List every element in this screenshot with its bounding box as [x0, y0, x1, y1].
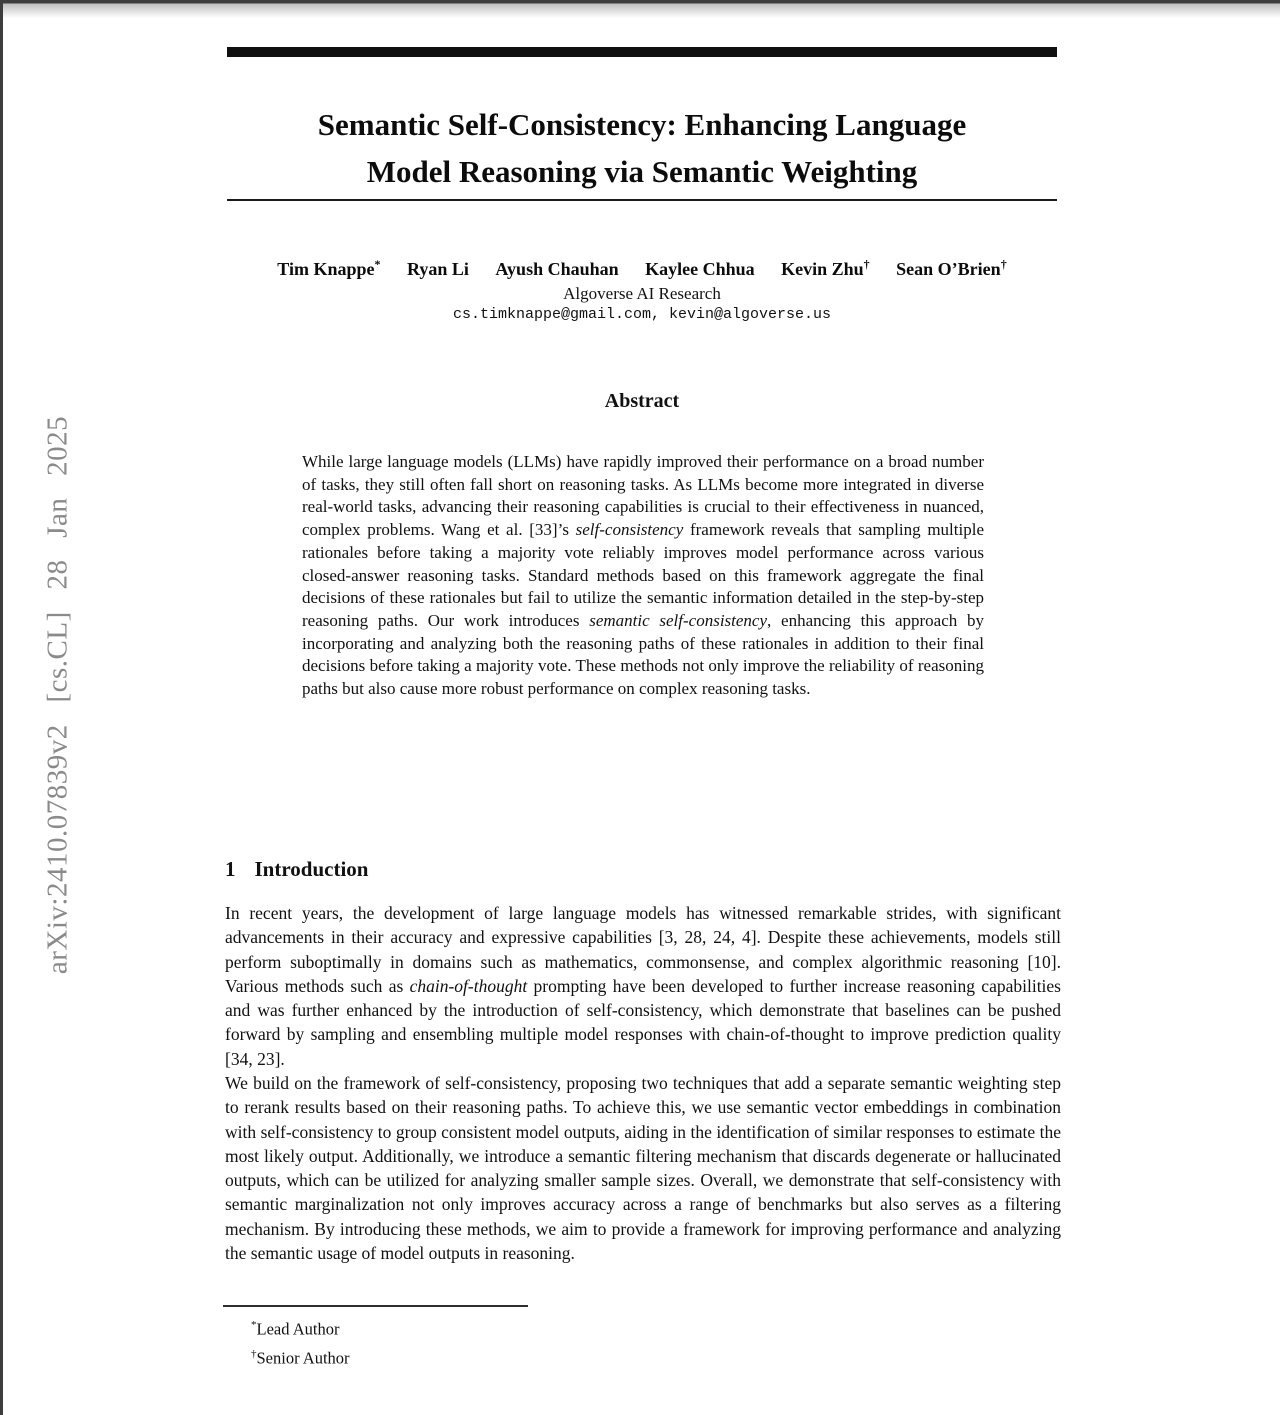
author-name-text: Tim Knappe	[277, 259, 375, 279]
footnote-lead-author	[251, 1313, 350, 1342]
footnote-mark: †	[251, 1347, 257, 1360]
section-title: Introduction	[254, 857, 369, 882]
abstract-heading: Abstract	[604, 390, 680, 412]
author-mark: †	[863, 257, 870, 271]
arxiv-watermark: arXiv:2410.07839v2 [cs.CL] 28 Jan 2025	[41, 415, 74, 975]
author-name-text: Sean O’Brien	[896, 259, 1001, 279]
author-name-text: Ryan Li	[407, 259, 469, 279]
author-name	[277, 257, 380, 280]
author-name-text: Kaylee Chhua	[645, 259, 755, 279]
author-name	[495, 257, 618, 280]
title-rule-bottom	[227, 199, 1057, 201]
footnotes	[251, 1313, 350, 1370]
page-left-edge	[0, 0, 3, 1415]
page-title	[197, 101, 1087, 195]
author-mark: *	[374, 257, 381, 271]
abstract-part2: framework reveals that sampling multiple rationales before taking a majority vote reliably improves model performance across various closed-answer reasoning tasks. Standard methods based on this framework aggregate the final decisions of these rationales but fail to utilize the semantic information detailed in the step-by-step reasoning paths. Our work introduces	[302, 520, 984, 630]
intro-paragraph-2: We build on the framework of self-consistency, proposing two techniques that add a separate semantic weighting step to rerank results based on their reasoning paths. To achieve this, we use semantic vector embeddings in combination with self-consistency to group consistent model outputs, aiding in the identification of similar responses to estimate the most likely output. Additionally, we introduce a semantic filtering mechanism that discards degenerate or hallucinated outputs, which can be utilized for analyzing smaller sample sizes. Overall, we demonstrate that self-consistency with semantic marginalization not only improves accuracy across a range of benchmarks but also serves as a filtering mechanism. By introducing these methods, we aim to provide a framework for improving performance and analyzing the semantic usage of model outputs in reasoning.	[225, 1073, 1061, 1264]
section-1-heading	[225, 857, 368, 882]
footnote-mark: *	[251, 1319, 257, 1331]
author-name-text: Ayush Chauhan	[495, 259, 619, 279]
author-mark: †	[1000, 257, 1007, 271]
footnote-text: Senior Author	[256, 1348, 350, 1367]
author-name-text: Kevin Zhu	[781, 259, 864, 279]
footnote-senior-author	[251, 1342, 350, 1371]
footnote-rule	[223, 1305, 528, 1307]
abstract-part1: While large language models (LLMs) have rapidly improved their performance on a broad number of tasks, they still often fall short on reasoning tasks. As LLMs become more integrated in diverse real-world tasks, advancing their reasoning capabilities is crucial to their effectiveness in nuanced, complex problems. Wang et al. [33]’s	[302, 452, 984, 540]
intro-p1-italic-chain-of-thought: chain-of-thought	[409, 975, 528, 996]
abstract-part3: , enhancing this approach by incorporating and analyzing both the reasoning paths of these rationales in addition to their final decisions before taking a majority vote. These methods not only improve the reliability of reasoning paths but also cause more robust performance on complex reasoning tasks.	[302, 610, 985, 699]
intro-p1-part2: prompting have been developed to further increase reasoning capabilities and was further enhanced by the introduction of self-consistency, which demonstrate that baselines can be pushed forward by sampling and ensembling multiple model responses with chain-of-thought to improve prediction quality [34, 23].	[225, 975, 1061, 1069]
intro-paragraph-1	[225, 901, 1061, 1071]
affiliation: Algoverse AI Research	[563, 284, 721, 303]
abstract-italic-semantic-self-consistency: semantic self-consistency	[589, 610, 768, 630]
abstract-italic-self-consistency: self-consistency	[575, 520, 684, 540]
section-number: 1	[225, 857, 236, 882]
author-name	[896, 257, 1007, 280]
intro-p1-part1: In recent years, the development of large language models has witnessed remarkable strides, with significant advancements in their accuracy and expressive capabilities [3, 28, 24, 4]. Despite these achievements, models still perform suboptimally in domains such as mathematics, commonsense, and complex algorithmic reasoning [10]. Various methods such as	[225, 903, 1061, 996]
page-top-edge-shadow	[0, 0, 1280, 18]
title-rule-top	[227, 47, 1057, 57]
footnote-text: Lead Author	[256, 1319, 340, 1339]
author-emails: cs.timknappe@gmail.com, kevin@algoverse.us	[452, 306, 832, 323]
abstract-text	[302, 451, 984, 701]
author-name	[781, 257, 870, 280]
page-title-line1: Semantic Self-Consistency: Enhancing Language	[317, 106, 967, 142]
author-name	[645, 257, 755, 280]
author-name	[407, 257, 469, 280]
author-list	[197, 257, 1087, 280]
page-title-line2: Model Reasoning via Semantic Weighting	[366, 153, 918, 189]
